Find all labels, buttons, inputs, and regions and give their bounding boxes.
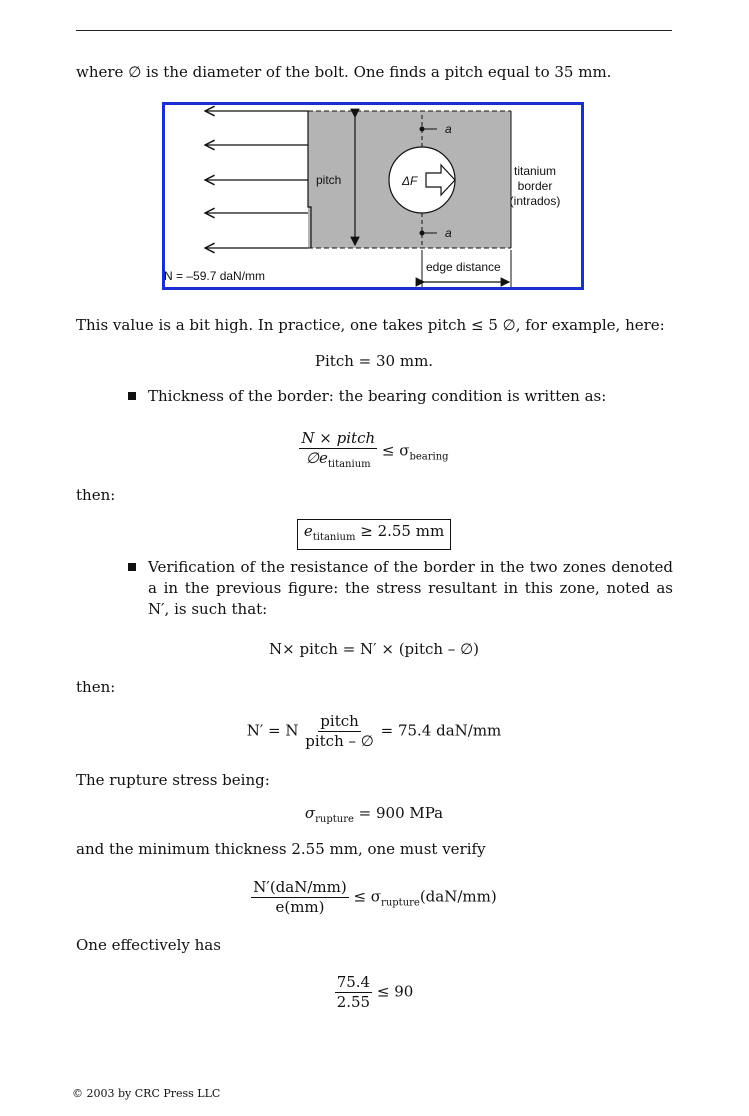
- zone-a-bottom: a: [445, 226, 452, 240]
- eq6-denominator: e(mm): [275, 898, 325, 916]
- eq2-lhs-sub: titanium: [312, 532, 356, 543]
- bullet-thickness-text: Thickness of the border: the bearing condition is written as:: [148, 387, 607, 405]
- bullet-square-icon: [128, 563, 136, 571]
- eq6-rhs-tail: (daN/mm): [419, 887, 497, 906]
- bullet-square-icon: [128, 392, 136, 400]
- intro-text: where ∅ is the diameter of the bolt. One finds a pitch equal to 35 mm.: [76, 63, 612, 81]
- titanium-result: [76, 519, 672, 550]
- min-thickness-text: and the minimum thickness 2.55 mm, one must verify: [76, 840, 486, 858]
- eq6-rhs-sub: rupture: [381, 897, 420, 909]
- bullet-thickness: [128, 386, 673, 407]
- pitch-label: pitch: [316, 173, 342, 187]
- top-rule: [76, 30, 672, 31]
- effectively-text: One effectively has: [76, 936, 221, 954]
- delta-f-label: ΔF: [402, 174, 418, 188]
- then-1: then:: [76, 486, 116, 504]
- eq1-numerator: N × pitch: [301, 429, 376, 447]
- n-prime-equation: [76, 712, 672, 751]
- eq5-sub: rupture: [315, 814, 354, 825]
- stress-equation: N× pitch = N′ × (pitch – ∅): [269, 640, 479, 658]
- verify-equation: [76, 878, 672, 917]
- copyright-footer: © 2003 by CRC Press LLC: [72, 1087, 221, 1100]
- n-value-label: N = –59.7 daN/mm: [165, 269, 266, 283]
- eq5-rhs: = 900 MPa: [353, 804, 444, 822]
- eq7-denominator: 2.55: [336, 993, 371, 1011]
- eq1-denominator: ∅e: [305, 449, 328, 467]
- titanium-label-2: border: [517, 179, 553, 193]
- bolt-figure: [162, 102, 584, 290]
- then-2: then:: [76, 678, 116, 696]
- rupture-equation: [76, 803, 672, 830]
- eq2-rhs: ≥ 2.55 mm: [355, 522, 445, 540]
- para-high: This value is a bit high. In practice, one takes pitch ≤ 5 ∅, for example, here:: [76, 316, 665, 334]
- eq4-rhs: = 75.4 daN/mm: [375, 721, 502, 740]
- bullet-verification-text: Verification of the resistance of the border in the two zones denoted a in the previous figure: the stress resultant in this zone, noted as N′, is such that:: [148, 558, 673, 618]
- eq4-lhs: N′ = N: [246, 721, 299, 740]
- titanium-label-3: (intrados): [509, 194, 561, 208]
- titanium-label-1: titanium: [513, 164, 557, 178]
- eq5-sym: σ: [304, 804, 316, 822]
- eq2-lhs: e: [303, 522, 313, 540]
- load-arrows: [205, 111, 308, 248]
- edge-distance-label: edge distance: [426, 260, 501, 274]
- eq7-rhs: ≤ 90: [372, 982, 414, 1001]
- eq4-numerator: pitch: [320, 712, 359, 730]
- bearing-equation: [76, 429, 672, 474]
- bullet-verification: [128, 557, 673, 620]
- bolt-diagram: [165, 105, 581, 287]
- eq7-numerator: 75.4: [336, 973, 371, 991]
- pitch-equation: Pitch = 30 mm.: [314, 352, 434, 370]
- eq6-numerator: N′(daN/mm): [253, 878, 347, 896]
- eq6-rhs: ≤ σ: [348, 887, 382, 906]
- eq4-denominator: pitch – ∅: [305, 732, 374, 750]
- eq1-den-sub: titanium: [327, 459, 371, 470]
- zone-a-top: a: [445, 122, 452, 136]
- eq1-rhs: ≤ σ: [377, 441, 410, 460]
- eq1-rhs-sub: bearing: [409, 451, 449, 463]
- rupture-intro: The rupture stress being:: [76, 771, 270, 789]
- final-equation: [76, 973, 672, 1012]
